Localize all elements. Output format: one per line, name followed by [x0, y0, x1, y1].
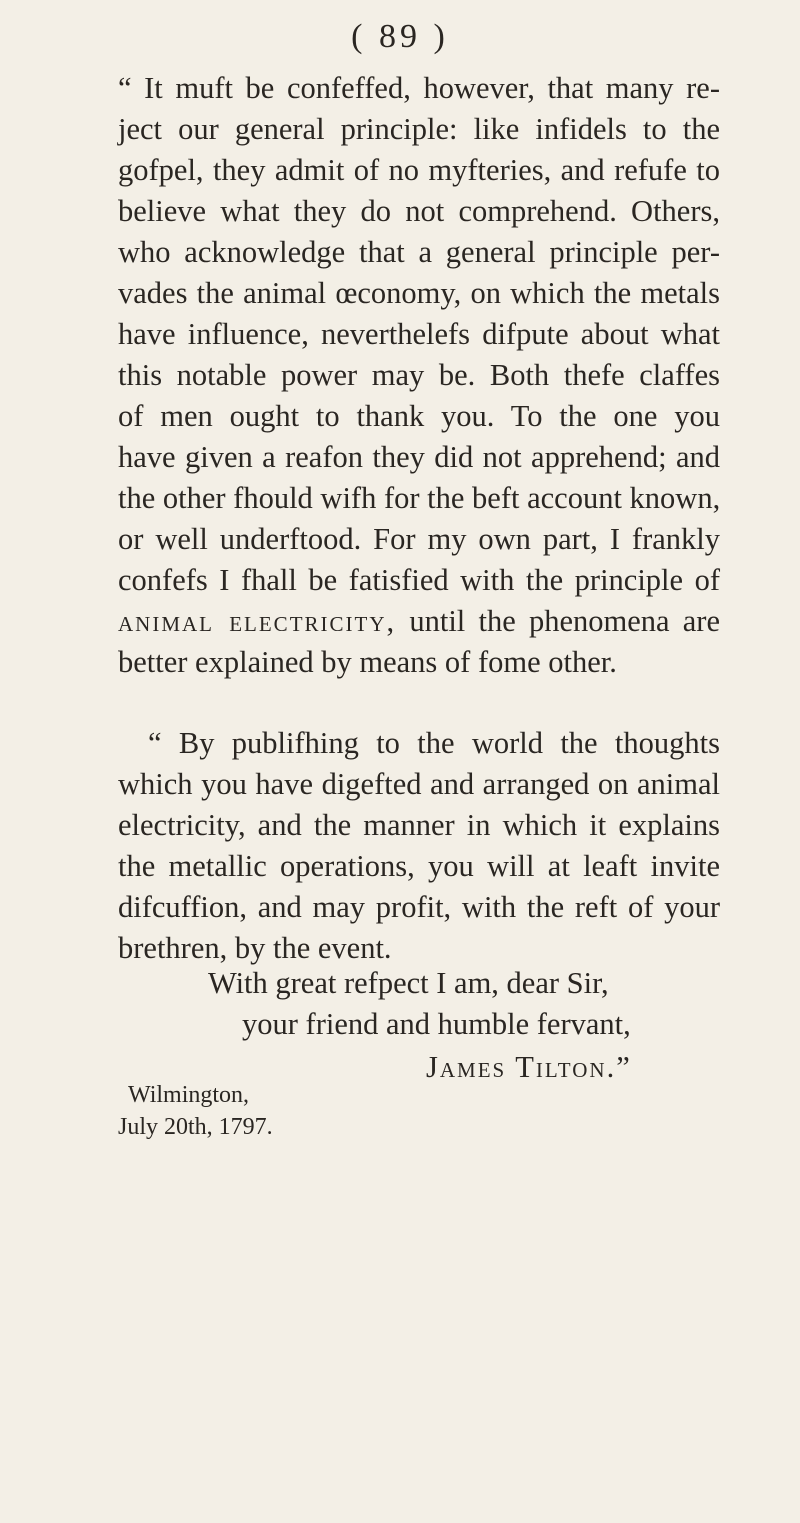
place-line: Wilmington, — [128, 1082, 250, 1108]
text-line: of men ought to thank you. To the one you — [118, 399, 720, 433]
page-number: ( 89 ) — [351, 18, 449, 55]
text-line: this notable power may be. Both thefe claffes — [118, 358, 720, 392]
text-line: the other fhould wifh for the beft account known, — [118, 481, 721, 515]
text-line: better explained by means of fome other. — [118, 645, 617, 679]
text-line: have given a reafon they did not apprehend; and — [118, 440, 720, 474]
text-line — [118, 601, 720, 642]
text-line: “ It muft be confeffed, however, that many re- — [118, 71, 720, 105]
text-line: believe what they do not comprehend. Others, — [118, 194, 720, 228]
text-line: electricity, and the manner in which it explains — [118, 808, 720, 842]
text-line: difcuffion, and may profit, with the reft of your — [118, 890, 720, 924]
text-line: ject our general principle: like infidels to the — [118, 112, 720, 146]
signature: James Tilton.” — [426, 1050, 632, 1084]
text-line: or well underftood. For my own part, I frankly — [118, 522, 720, 556]
paragraph-2 — [118, 723, 720, 969]
letter-body — [118, 68, 720, 969]
text-line: vades the animal œconomy, on which the metals — [118, 276, 720, 310]
closing-line: With great refpect I am, dear Sir, — [208, 966, 609, 1000]
closing-line: your friend and humble fervant, — [242, 1007, 631, 1041]
text-run: until the phenomena are — [396, 604, 720, 638]
text-line: gofpel, they admit of no myfteries, and refufe to — [118, 153, 720, 187]
text-line: which you have digefted and arranged on animal — [118, 767, 720, 801]
text-line: who acknowledge that a general principle per- — [118, 235, 720, 269]
text-line: brethren, by the event. — [118, 931, 392, 965]
smallcaps-phrase: animal electricity, — [118, 604, 397, 638]
text-line: “ By publifhing to the world the thoughts — [148, 726, 720, 760]
date-line: July 20th, 1797. — [118, 1114, 273, 1140]
text-line: the metallic operations, you will at leaft invite — [118, 849, 720, 883]
paragraph-1 — [118, 68, 720, 683]
text-line: confefs I fhall be fatisfied with the principle of — [118, 563, 720, 597]
text-line: have influence, neverthelefs difpute about what — [118, 317, 720, 351]
